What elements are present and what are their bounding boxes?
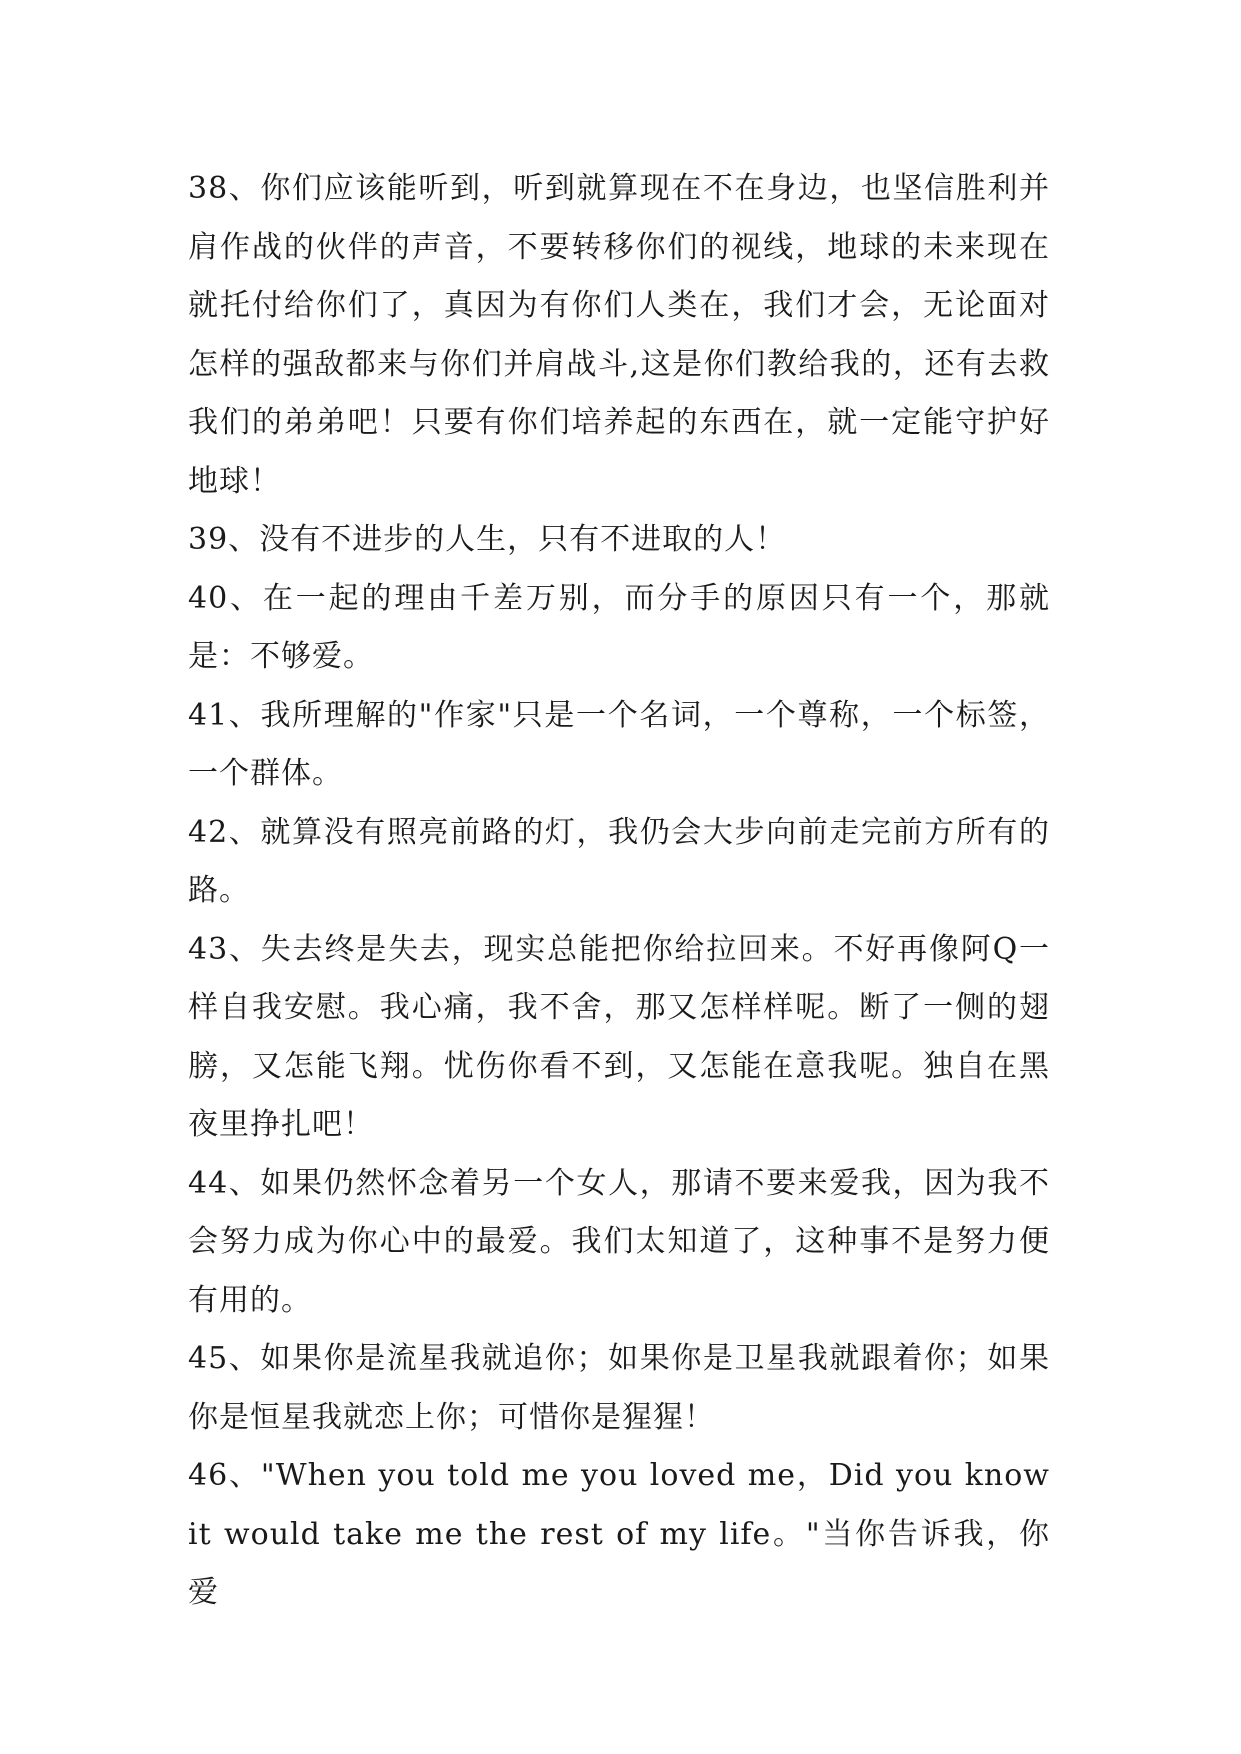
paragraph-42: 42、就算没有照亮前路的灯，我仍会大步向前走完前方所有的路。 <box>188 814 1050 908</box>
paragraph-40: 40、在一起的理由千差万别，而分手的原因只有一个，那就是：不够爱。 <box>188 580 1050 674</box>
paragraph-38: 38、你们应该能听到，听到就算现在不在身边，也坚信胜利并肩作战的伙伴的声音，不要转移你们的视线，地球的未来现在就托付给你们了，真因为有你们人类在，我们才会，无论面对怎样的强敌都来与你们并肩战斗,这是你们教给我的，还有去救我们的弟弟吧！只要有你们培养起的东西在，就一定能守护好地球！ <box>188 171 1050 499</box>
paragraph-44: 44、如果仍然怀念着另一个女人，那请不要来爱我，因为我不会努力成为你心中的最爱。我们太知道了，这种事不是努力便有用的。 <box>188 1165 1050 1318</box>
paragraph-43: 43、失去终是失去，现实总能把你给拉回来。不好再像阿Q一样自我安慰。我心痛，我不舍，那又怎样样呢。断了一侧的翅膀，又怎能飞翔。忧伤你看不到，又怎能在意我呢。独自在黑夜里挣扎吧！ <box>188 931 1050 1142</box>
paragraph-45: 45、如果你是流星我就追你；如果你是卫星我就跟着你；如果你是恒星我就恋上你；可惜你是猩猩！ <box>188 1341 1050 1435</box>
paragraph-46: 46、"When you told me you loved me，Did you know it would take me the rest of my life。"当你告诉我，你爱 <box>188 1458 1050 1610</box>
paragraph-41: 41、我所理解的"作家"只是一个名词，一个尊称，一个标签，一个群体。 <box>188 697 1050 791</box>
paragraph-39: 39、没有不进步的人生，只有不进取的人！ <box>188 522 787 557</box>
document-page <box>188 160 1050 1623</box>
